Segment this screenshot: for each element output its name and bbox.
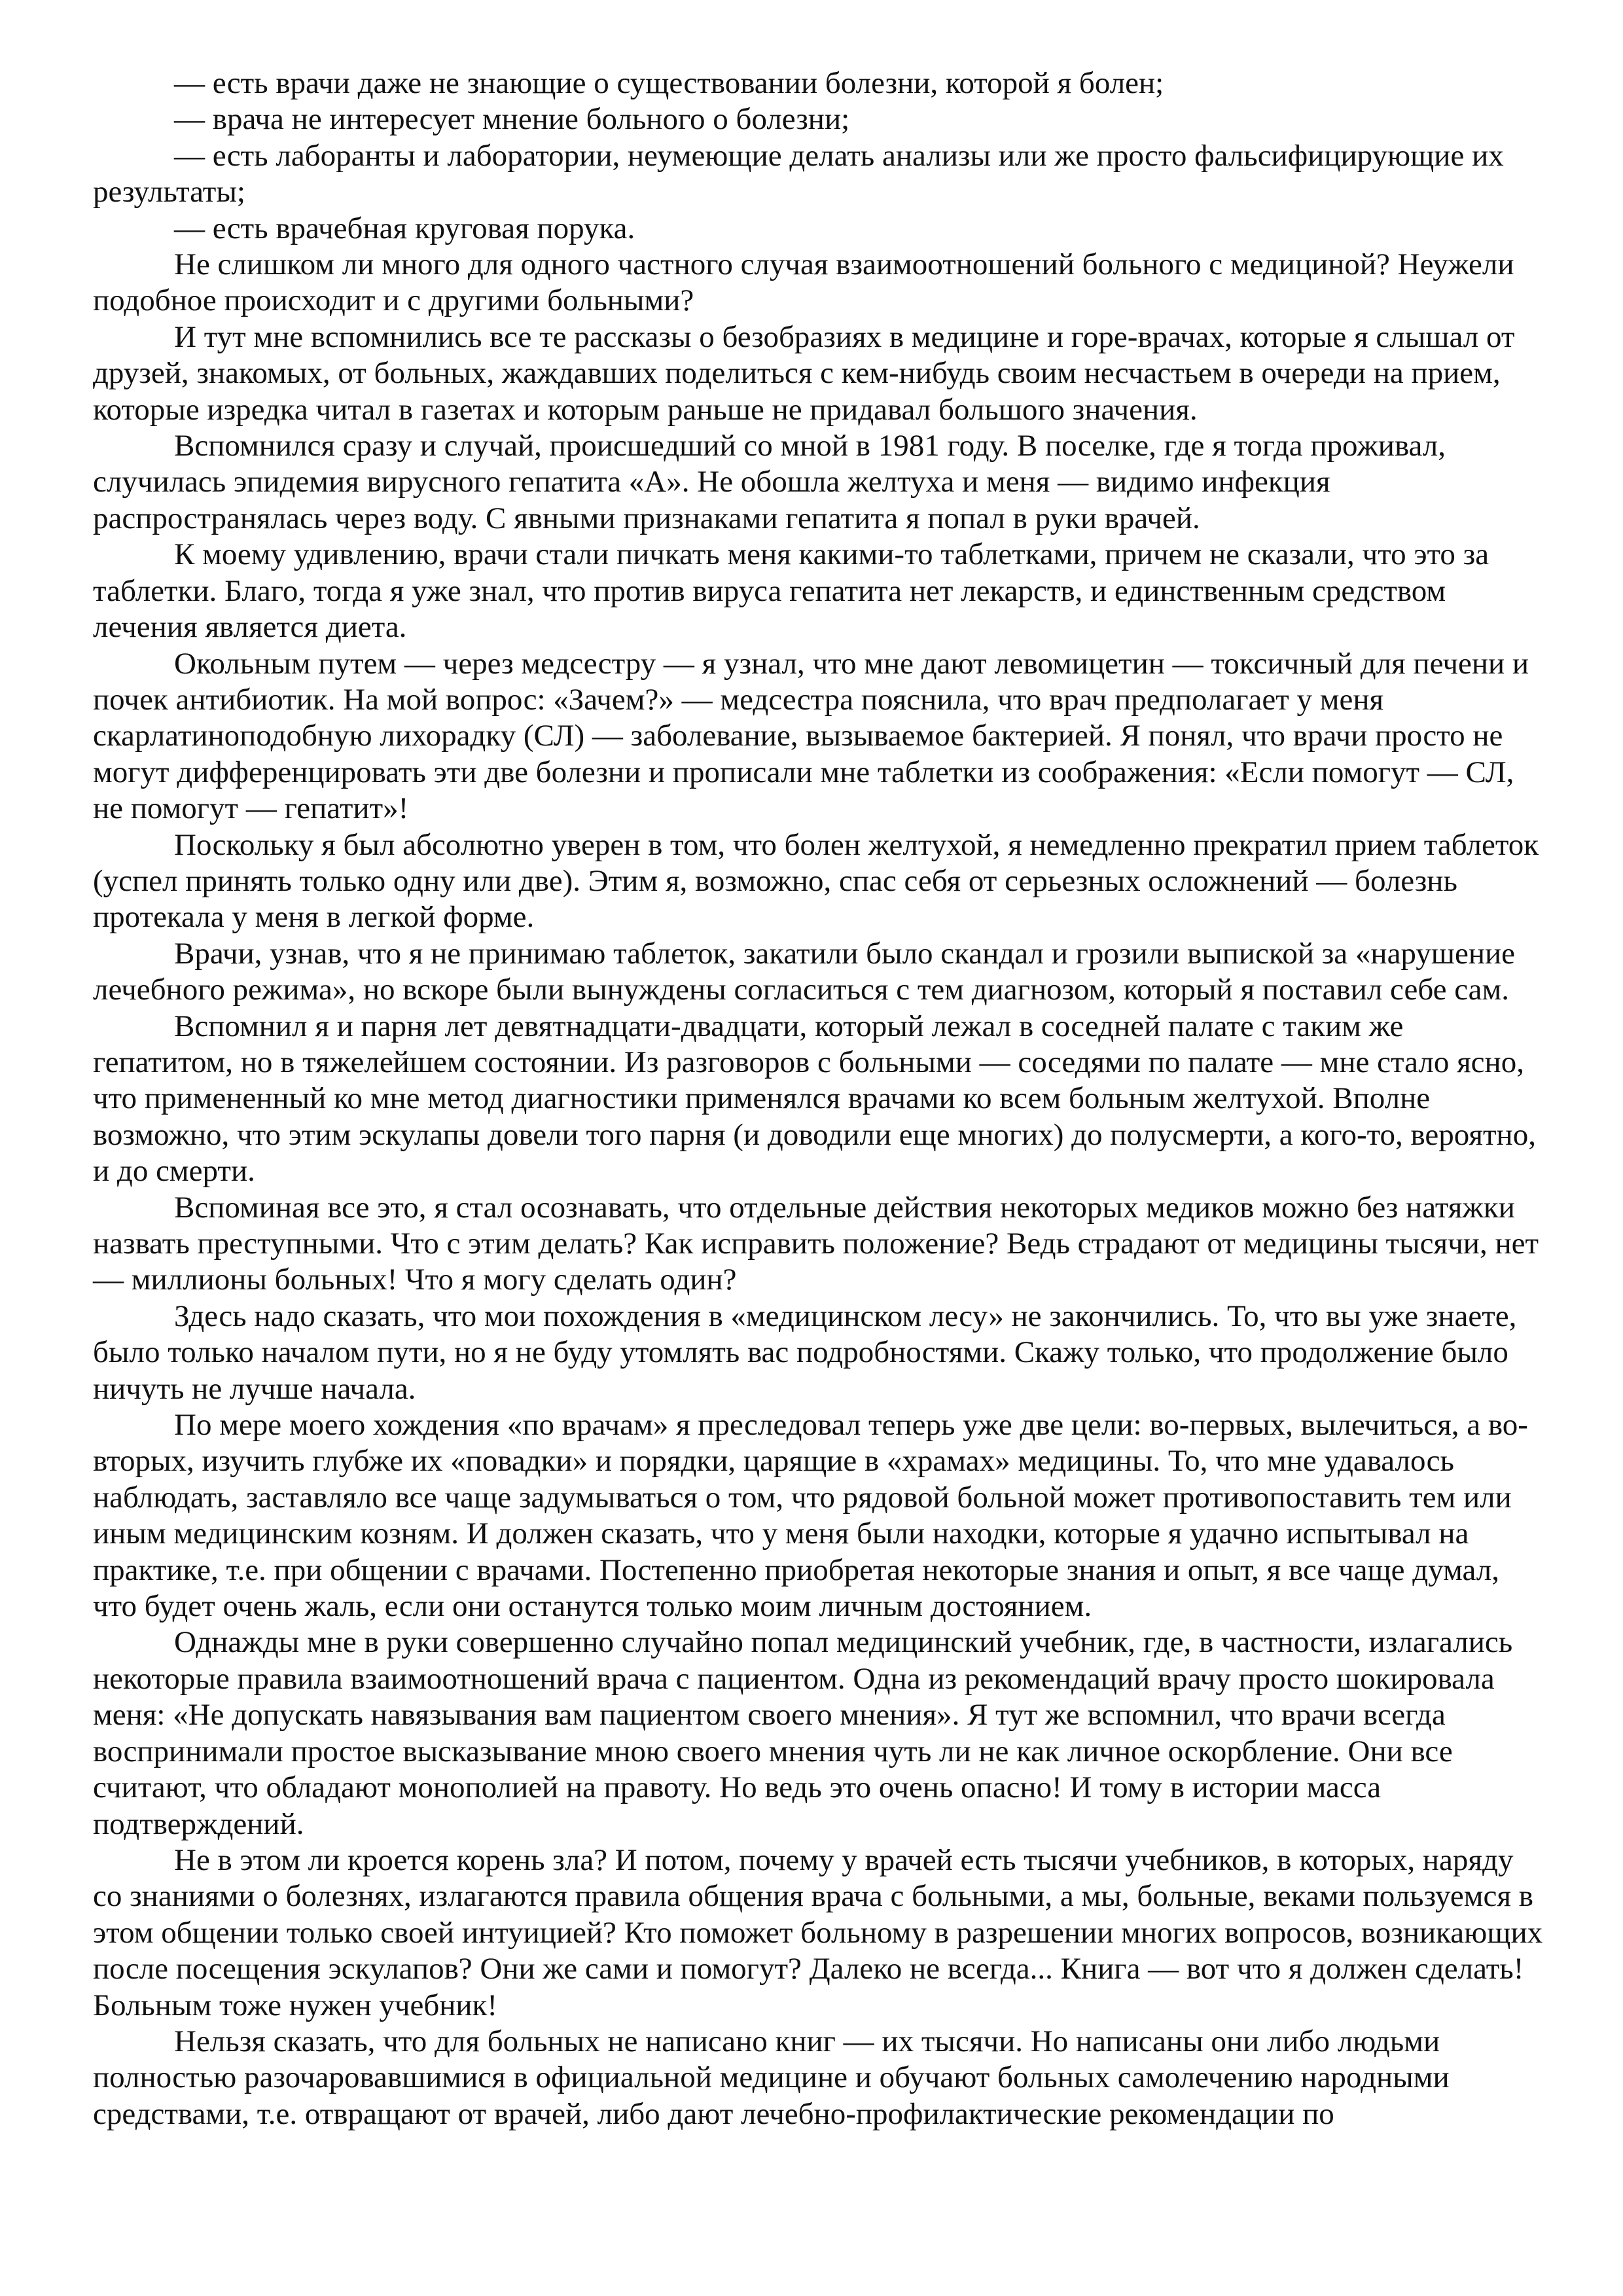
paragraph: Нельзя сказать, что для больных не написано книг — их тысячи. Но написаны они либо людьми полностью разочаровавшимися в официальной медицине и обучают больных самолечению народными средствами, т.е. отвращают от врачей, либо дают лечебно-профилактические рекомендации по [93,2024,1450,2131]
paragraph: Поскольку я был абсолютно уверен в том, что болен желтухой, я немедленно прекратил прием таблеток (успел принять только одну или две). Этим я, возможно, спас себя от серьезных осложнений — болезнь протекала у меня в легкой форме. [93,827,1539,935]
paragraph: Окольным путем — через медсестру — я узнал, что мне дают левомицетин — токсичный для печени и почек антибиотик. На мой вопрос: «Зачем?» — медсестра пояснила, что врач предполагает у меня скарлатиноподобную лихорадку (СЛ) — заболевание, вызываемое бактерией. Я понял, что врачи просто не могут дифференцировать эти две болезни и прописали мне таблетки из соображения: «Если помогут — СЛ, не помогут — гепатит»! [93,646,1529,826]
paragraph: И тут мне вспомнились все те рассказы о безобразиях в медицине и горе-врачах, которые я слышал от друзей, знакомых, от больных, жаждавших поделиться с кем-нибудь своим несчастьем в очереди на прием, которые изредка читал в газетах и которым раньше не придавал большого значения. [93,319,1515,427]
paragraph: Не слишком ли много для одного частного случая взаимоотношений больного с медициной? Неужели подобное происходит и с другими больными? [93,247,1514,318]
page-text [93,65,1546,2132]
paragraph: Не в этом ли кроется корень зла? И потом, почему у врачей есть тысячи учебников, в которых, наряду со знаниями о болезнях, излагаются правила общения врача с больными, а мы, больные, веками пользуемся в этом общении только своей интуицией? Кто поможет больному в разрешении многих вопросов, возникающих после посещения эскулапов? Они же сами и помогут? Далеко не всегда... Книга — вот что я должен сделать! Больным тоже нужен учебник! [93,1842,1543,2022]
paragraph: Здесь надо сказать, что мои похождения в «медицинском лесу» не закончились. То, что вы уже знаете, было только началом пути, но я не буду утомлять вас подробностями. Скажу только, что продолжение было ничуть не лучше начала. [93,1299,1517,1406]
paragraph: — есть лаборанты и лаборатории, неумеющие делать анализы или же просто фальсифицирующие их результаты; [93,138,1504,209]
paragraph: Вспомнился сразу и случай, происшедший со мной в 1981 году. В поселке, где я тогда проживал, случилась эпидемия вирусного гепатита «А». Не обошла желтуха и меня — видимо инфекция распространялась через воду. С явными признаками гепатита я попал в руки врачей. [93,429,1446,535]
paragraph: — есть врачи даже не знающие о существовании болезни, которой я болен; [174,66,1164,100]
paragraph: Однажды мне в руки совершенно случайно попал медицинский учебник, где, в частности, излагались некоторые правила взаимоотношений врача с пациентом. Одна из рекомендаций врачу просто шокировала меня: «Не допускать навязывания вам пациентом своего мнения». Я тут же вспомнил, что врачи всегда воспринимали простое высказывание мною своего мнения чуть ли не как личное оскорбление. Они все считают, что обладают монополией на правоту. Но ведь это очень опасно! И тому в истории масса подтверждений. [93,1625,1513,1841]
paragraph: Вспоминая все это, я стал осознавать, что отдельные действия некоторых медиков можно без натяжки назвать преступными. Что с этим делать? Как исправить положение? Ведь страдают от медицины тысячи, нет — миллионы больных! Что я могу сделать один? [93,1190,1539,1297]
paragraph: Вспомнил я и парня лет девятнадцати-двадцати, который лежал в соседней палате с таким же гепатитом, но в тяжелейшем состоянии. Из разговоров с больными — соседями по палате — мне стало ясно, что примененный ко мне метод диагностики применялся врачами ко всем больным желтухой. Вполне возможно, что этим эскулапы довели того парня (и доводили еще многих) до полусмерти, а кого-то, вероятно, и до смерти. [93,1009,1536,1189]
paragraph: К моему удивлению, врачи стали пичкать меня какими-то таблетками, причем не сказали, что это за таблетки. Благо, тогда я уже знал, что против вируса гепатита нет лекарств, и единственным средством лечения является диета. [93,537,1489,645]
paragraph: Врачи, узнав, что я не принимаю таблеток, закатили было скандал и грозили выпиской за «нарушение лечебного режима», но вскоре были вынуждены согласиться с тем диагнозом, который я поставил себе сам. [93,936,1516,1007]
paragraph: — есть врачебная круговая порука. [174,211,635,245]
paragraph: — врача не интересует мнение больного о болезни; [174,102,850,137]
paragraph: По мере моего хождения «по врачам» я преследовал теперь уже две цели: во-первых, вылечиться, а во-вторых, изучить глубже их «повадки» и порядки, царящие в «храмах» медицины. То, что мне удавалось наблюдать, заставляло все чаще задумываться о том, что рядовой больной может противопоставить тем или иным медицинским козням. И должен сказать, что у меня были находки, которые я удачно испытывал на практике, т.е. при общении с врачами. Постепенно приобретая некоторые знания и опыт, я все чаще думал, что будет очень жаль, если они останутся только моим личным достоянием. [93,1408,1528,1624]
